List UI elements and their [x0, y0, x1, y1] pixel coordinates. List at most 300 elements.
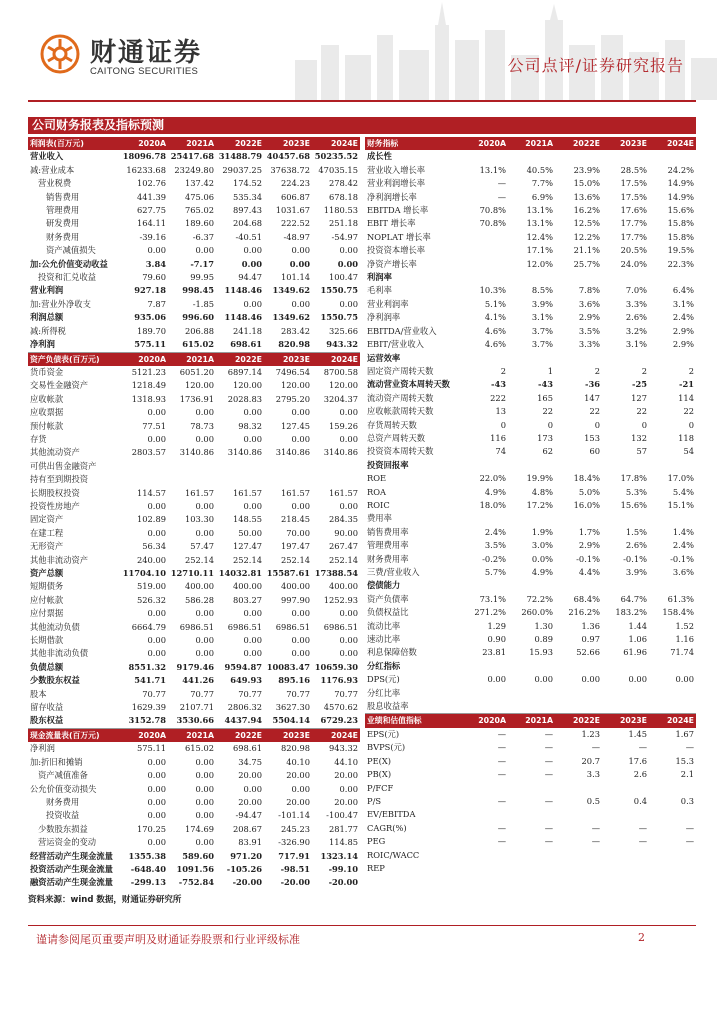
- table-row: [365, 244, 696, 257]
- cell-value: [602, 271, 649, 284]
- cell-value: 222: [490, 392, 506, 403]
- cell-value: 1148.46: [224, 312, 262, 323]
- cell-value: 3.7%: [531, 325, 553, 336]
- cell-value: 15587.61: [266, 568, 310, 578]
- cell-value: 281.77: [328, 823, 358, 834]
- cell-value: -43: [538, 379, 553, 390]
- cell-value: 17.2%: [526, 499, 553, 510]
- cell-value: 13: [495, 406, 506, 417]
- table-row: [28, 366, 360, 379]
- cell-value: 2023E: [264, 728, 312, 742]
- cell-value: 3.0%: [531, 540, 553, 551]
- cell-value: 5121.23: [131, 366, 166, 377]
- cell-value: 3140.86: [323, 447, 358, 458]
- row-label: 净利润增长率: [367, 191, 417, 202]
- cell-value: [555, 459, 602, 472]
- cell-value: 0.00: [195, 407, 214, 418]
- cell-value: 19.9%: [526, 473, 553, 484]
- cell-value: 245.23: [280, 823, 310, 834]
- cell-value: -20.00: [280, 877, 310, 888]
- cell-value: -326.90: [278, 837, 310, 848]
- cell-value: 4.9%: [484, 486, 506, 497]
- row-label: 财务费用: [46, 231, 80, 242]
- cell-value: 4.8%: [531, 486, 553, 497]
- cell-value: [120, 473, 168, 486]
- table-row: [28, 714, 360, 728]
- table-row: [28, 298, 360, 311]
- table-row: [365, 755, 696, 768]
- cell-value: 820.98: [264, 338, 312, 352]
- cell-value: 0.00: [675, 674, 694, 685]
- cell-value: 0.00: [243, 500, 262, 511]
- table-row: [365, 822, 696, 835]
- table-row: [365, 338, 696, 351]
- cell-value: 2806.32: [227, 702, 262, 713]
- cell-value: —: [544, 822, 553, 833]
- cell-value: [649, 862, 696, 875]
- table-row: [365, 392, 696, 405]
- cell-value: 2022E: [216, 137, 264, 150]
- cell-value: -94.47: [235, 810, 262, 821]
- row-label: 在建工程: [30, 527, 64, 538]
- row-label: DPS(元): [367, 674, 400, 685]
- cell-value: —: [544, 755, 553, 766]
- cell-value: 943.32: [312, 338, 360, 352]
- cell-value: 606.87: [280, 191, 310, 202]
- row-label: 资产减值损失: [46, 245, 96, 256]
- cell-value: 16.0%: [573, 499, 600, 510]
- cell-value: 12.5%: [573, 218, 600, 229]
- cell-value: [120, 460, 168, 473]
- row-label: 加:营业外净收支: [30, 298, 91, 309]
- cell-value: 0.00: [243, 608, 262, 619]
- cell-value: 1180.53: [323, 205, 358, 216]
- cell-value: 28.5%: [620, 164, 647, 175]
- cell-value: 98.32: [238, 420, 262, 431]
- cell-value: 17.7%: [620, 218, 647, 229]
- cell-value: -648.40: [130, 863, 166, 874]
- cell-value: [649, 271, 696, 284]
- cell-value: 25417.68: [170, 151, 214, 162]
- row-label: 流动资产周转天数: [367, 392, 434, 403]
- cell-value: 615.02: [184, 743, 214, 754]
- cell-value: -98.51: [280, 863, 310, 874]
- cell-value: 127: [631, 392, 647, 403]
- cell-value: 40457.68: [266, 151, 310, 162]
- table-row: [365, 217, 696, 230]
- cell-value: —: [544, 795, 553, 806]
- cell-value: 2020A: [461, 137, 508, 150]
- cell-value: 252.14: [280, 554, 310, 565]
- row-label: CAGR(%): [367, 822, 407, 833]
- cell-value: [602, 782, 649, 795]
- cell-value: 1.9%: [531, 526, 553, 537]
- cell-value: [461, 862, 508, 875]
- cell-value: 475.06: [184, 191, 214, 202]
- cell-value: 1.06: [628, 634, 647, 645]
- cell-value: [649, 687, 696, 700]
- cell-value: [461, 660, 508, 673]
- section-title: 公司财务报表及指标预测: [28, 117, 696, 134]
- table-row: [28, 674, 360, 687]
- table-row: [365, 646, 696, 659]
- cell-value: 23.9%: [573, 164, 600, 175]
- cell-value: 158.4%: [662, 607, 694, 618]
- cell-value: 15.93: [529, 647, 553, 658]
- row-label: EBIT/营业收入: [367, 339, 424, 350]
- cell-value: 10083.47: [266, 661, 310, 672]
- table-row: [28, 661, 360, 674]
- cell-value: 441.26: [182, 675, 214, 686]
- table-row: [365, 204, 696, 217]
- cell-value: 526.32: [136, 594, 166, 605]
- row-label: 资产总额: [30, 568, 64, 578]
- cell-value: 132: [631, 432, 647, 443]
- cell-value: 13.1%: [526, 218, 553, 229]
- cell-value: —: [497, 795, 506, 806]
- cell-value: 54: [683, 446, 694, 457]
- cell-value: [602, 150, 649, 163]
- cell-value: [461, 512, 508, 525]
- row-label: 运营效率: [367, 352, 401, 363]
- cell-value: 15.6%: [620, 499, 647, 510]
- row-label: 负债权益比: [367, 607, 409, 618]
- cell-value: 897.43: [232, 205, 262, 216]
- cell-value: [461, 579, 508, 592]
- cell-value: 0.3: [680, 795, 694, 806]
- cell-value: -0.2%: [482, 553, 506, 564]
- table-row: [28, 177, 360, 190]
- row-label: 毛利率: [367, 285, 392, 296]
- cell-value: 6664.79: [131, 621, 166, 632]
- cell-value: [555, 150, 602, 163]
- cell-value: 0.97: [581, 634, 600, 645]
- cell-value: 0.00: [147, 783, 166, 794]
- cell-value: —: [544, 742, 553, 753]
- cell-value: 120.00: [232, 380, 262, 391]
- table-row: [365, 795, 696, 808]
- cell-value: 22: [636, 406, 647, 417]
- cell-value: 5.0%: [578, 486, 600, 497]
- cell-value: 3.9%: [625, 567, 647, 577]
- cell-value: [649, 579, 696, 592]
- cell-value: 541.71: [134, 675, 166, 686]
- table-row: [365, 579, 696, 592]
- table-row: [365, 405, 696, 418]
- row-label: PB(X): [367, 769, 392, 780]
- cell-value: 3.1%: [672, 298, 694, 309]
- cell-value: 12.0%: [526, 258, 553, 269]
- cell-value: [461, 687, 508, 700]
- cell-value: 971.20: [230, 850, 262, 861]
- cell-value: 0.00: [291, 407, 310, 418]
- cell-value: 2.4%: [672, 540, 694, 551]
- cell-value: [555, 271, 602, 284]
- cell-value: 2022E: [216, 352, 264, 366]
- cell-value: 2: [500, 365, 506, 376]
- row-label: 公允价值变动损失: [30, 783, 97, 794]
- table-row: [28, 150, 360, 163]
- brand-name: 财通证券: [90, 38, 203, 68]
- cell-value: 0.00: [581, 674, 600, 685]
- cell-value: 6.4%: [672, 285, 694, 296]
- row-label: 应付票据: [30, 608, 64, 619]
- cell-value: 1318.93: [131, 393, 166, 404]
- row-label: 少数股东损益: [38, 823, 88, 834]
- data-source-note: 资料来源：wind 数据，财通证券研究所: [28, 895, 182, 905]
- cell-value: 4.6%: [484, 325, 506, 336]
- row-label: EBIT 增长率: [367, 218, 416, 229]
- cell-value: 17.8%: [620, 473, 647, 484]
- cell-value: 15.6%: [667, 205, 694, 216]
- cell-value: 6986.51: [179, 621, 214, 632]
- cell-value: -101.14: [278, 810, 310, 821]
- row-label: 投资资本周转天数: [367, 446, 434, 457]
- cell-value: 14.9%: [667, 178, 694, 189]
- table-row: [28, 244, 360, 257]
- cell-value: 4.1%: [484, 312, 506, 323]
- cell-value: [508, 782, 555, 795]
- cell-value: 0.00: [147, 500, 166, 511]
- cell-value: 0.00: [243, 648, 262, 659]
- cell-value: —: [685, 822, 694, 833]
- cell-value: 19.5%: [667, 245, 694, 256]
- cell-value: 137.42: [184, 178, 214, 189]
- cell-value: [461, 849, 508, 862]
- cell-value: 20.5%: [620, 245, 647, 256]
- cell-value: [602, 700, 649, 714]
- row-label: 投资回报率: [367, 459, 409, 470]
- row-label: 净利润: [28, 338, 120, 352]
- cell-value: 170.25: [136, 823, 166, 834]
- table-row: [365, 566, 696, 579]
- row-label: PE(X): [367, 755, 392, 766]
- table-row: [365, 164, 696, 177]
- cell-value: 2023E: [264, 137, 312, 150]
- row-label: 减:营业成本: [30, 164, 75, 175]
- disclaimer-link[interactable]: 谨请参阅尾页重要声明及财通证券股票和行业评级标准: [36, 933, 300, 946]
- row-label: 投资性房地产: [30, 500, 80, 511]
- cell-value: 161.57: [232, 487, 262, 498]
- row-label: 财务费用率: [367, 553, 409, 564]
- cell-value: 153: [584, 432, 600, 443]
- cell-value: 2022E: [555, 137, 602, 150]
- cell-value: 208.67: [232, 823, 262, 834]
- cell-value: 1218.49: [131, 380, 166, 391]
- cell-value: 14.9%: [667, 191, 694, 202]
- cell-value: 18096.78: [122, 151, 166, 162]
- table-row: [365, 835, 696, 848]
- cell-value: 70.77: [238, 688, 262, 699]
- cell-value: 698.61: [216, 338, 264, 352]
- row-label: 财务指标: [365, 137, 461, 150]
- cell-value: 12.4%: [526, 231, 553, 242]
- cell-value: 0.00: [291, 648, 310, 659]
- table-row: [365, 539, 696, 552]
- table-row: [365, 365, 696, 378]
- table-row: [28, 231, 360, 244]
- cell-value: 0.4: [633, 795, 647, 806]
- cell-value: 173: [537, 432, 553, 443]
- cell-value: 18.0%: [479, 499, 506, 510]
- cell-value: —: [544, 769, 553, 780]
- cell-value: 11704.10: [122, 568, 166, 578]
- cell-value: 204.68: [232, 218, 262, 229]
- cell-value: 0.00: [291, 298, 310, 309]
- row-label: 投资资本增长率: [367, 245, 426, 256]
- cell-value: 1.23: [581, 728, 600, 739]
- cell-value: 17388.54: [314, 568, 358, 578]
- cell-value: 20.7: [581, 755, 600, 766]
- cell-value: 222.52: [280, 218, 310, 229]
- cell-value: 2795.20: [275, 393, 310, 404]
- row-label: EBITDA 增长率: [367, 205, 429, 216]
- cell-value: 2803.57: [131, 447, 166, 458]
- row-label: 营业利润率: [367, 298, 409, 309]
- cell-value: 0.00: [289, 258, 310, 269]
- cell-value: 9179.46: [176, 661, 214, 672]
- cell-value: -54.97: [331, 231, 358, 242]
- table-header-row: [365, 714, 696, 728]
- cell-value: -0.1%: [576, 553, 600, 564]
- table-row: [365, 553, 696, 566]
- table-row: [365, 150, 696, 163]
- cell-value: 0.00: [147, 608, 166, 619]
- table-row: [365, 231, 696, 244]
- cell-value: 698.61: [232, 743, 262, 754]
- row-label: 营业税费: [38, 178, 72, 189]
- table-row: [365, 808, 696, 821]
- cell-value: 0.00: [147, 756, 166, 767]
- cell-value: 0: [641, 419, 647, 430]
- cell-value: 20.00: [238, 796, 262, 807]
- cell-value: 3.84: [145, 258, 166, 269]
- cell-value: 13.1%: [526, 205, 553, 216]
- row-label: ROE: [367, 473, 387, 484]
- cell-value: 103.30: [184, 514, 214, 525]
- table-row: [28, 796, 360, 809]
- cell-value: 0.00: [291, 245, 310, 256]
- row-label: 货币资金: [30, 366, 64, 377]
- cell-value: 37638.72: [270, 164, 310, 175]
- cell-value: 0.00: [339, 608, 358, 619]
- cell-value: 22: [589, 406, 600, 417]
- table-row: [28, 540, 360, 553]
- cell-value: 615.02: [168, 338, 216, 352]
- cell-value: 74: [495, 446, 506, 457]
- cell-value: -6.37: [192, 231, 214, 242]
- cell-value: 0.00: [195, 770, 214, 781]
- table-row: [28, 823, 360, 836]
- cell-value: 0.0%: [531, 553, 553, 564]
- table-row: [365, 633, 696, 646]
- cell-value: 3.5%: [484, 540, 506, 551]
- cell-value: 252.14: [328, 554, 358, 565]
- cell-value: 997.90: [280, 594, 310, 605]
- cell-value: 6.9%: [531, 191, 553, 202]
- row-label: 营业收入增长率: [367, 164, 426, 175]
- row-label: 长期借款: [30, 635, 64, 646]
- cell-value: —: [497, 755, 506, 766]
- cell-value: -40.51: [235, 231, 262, 242]
- cell-value: 1629.39: [131, 702, 166, 713]
- cell-value: 1355.38: [128, 850, 166, 861]
- row-label: 净资产增长率: [367, 258, 417, 269]
- cell-value: 94.47: [238, 272, 262, 283]
- cell-value: 64.7%: [620, 593, 647, 604]
- cell-value: -48.97: [283, 231, 310, 242]
- cell-value: [461, 700, 508, 714]
- cell-value: 120.00: [184, 380, 214, 391]
- cell-value: 70.77: [142, 688, 166, 699]
- cell-value: 2: [688, 365, 694, 376]
- cell-value: 16.2%: [573, 205, 600, 216]
- cell-value: 15.8%: [667, 218, 694, 229]
- cell-value: 1.30: [534, 620, 553, 631]
- table-row: [28, 863, 360, 876]
- cell-value: 224.23: [280, 178, 310, 189]
- table-row: [28, 742, 360, 755]
- row-label: 现金流量表(百万元): [28, 728, 120, 742]
- table-row: [365, 606, 696, 619]
- cell-value: 0.00: [195, 245, 214, 256]
- cell-value: 0.00: [628, 674, 647, 685]
- cell-value: 0.00: [339, 407, 358, 418]
- cell-value: 935.06: [134, 312, 166, 323]
- table-row: [365, 445, 696, 458]
- table-row: [365, 660, 696, 673]
- row-label: 经营活动产生现金流量: [30, 850, 113, 861]
- cell-value: 17.1%: [526, 245, 553, 256]
- cell-value: [168, 473, 216, 486]
- row-label: P/S: [367, 795, 382, 806]
- table-row: [365, 728, 696, 741]
- cell-value: 9594.87: [224, 661, 262, 672]
- table-row: [365, 782, 696, 795]
- cell-value: [508, 459, 555, 472]
- row-label: 持有至到期投资: [30, 474, 89, 485]
- row-label: 存货: [30, 433, 47, 444]
- table-row: [365, 258, 696, 271]
- cell-value: 1.52: [675, 620, 694, 631]
- cell-value: 0.00: [147, 407, 166, 418]
- cell-value: 7.87: [147, 298, 166, 309]
- row-label: 财务费用: [46, 796, 80, 807]
- table-row: [28, 783, 360, 796]
- row-label: 少数股东权益: [30, 675, 80, 686]
- cell-value: -0.1%: [623, 553, 647, 564]
- cell-value: [555, 862, 602, 875]
- cell-value: -105.26: [226, 863, 262, 874]
- cell-value: [508, 512, 555, 525]
- cell-value: 2024E: [312, 137, 360, 150]
- row-label: 融资活动产生现金流量: [30, 877, 113, 888]
- row-label: 研发费用: [46, 218, 80, 229]
- cell-value: 1.29: [487, 620, 506, 631]
- cell-value: [602, 687, 649, 700]
- cell-value: 0.00: [339, 635, 358, 646]
- cell-value: 717.91: [278, 850, 310, 861]
- row-label: 其他流动负债: [30, 621, 80, 632]
- cell-value: 325.66: [328, 325, 358, 336]
- cell-value: 13.1%: [479, 164, 506, 175]
- cell-value: —: [497, 822, 506, 833]
- cell-value: 0.00: [147, 635, 166, 646]
- cell-value: [649, 512, 696, 525]
- cell-value: 2.9%: [672, 339, 694, 350]
- cell-value: 3.1%: [531, 312, 553, 323]
- cell-value: 114.57: [136, 487, 166, 498]
